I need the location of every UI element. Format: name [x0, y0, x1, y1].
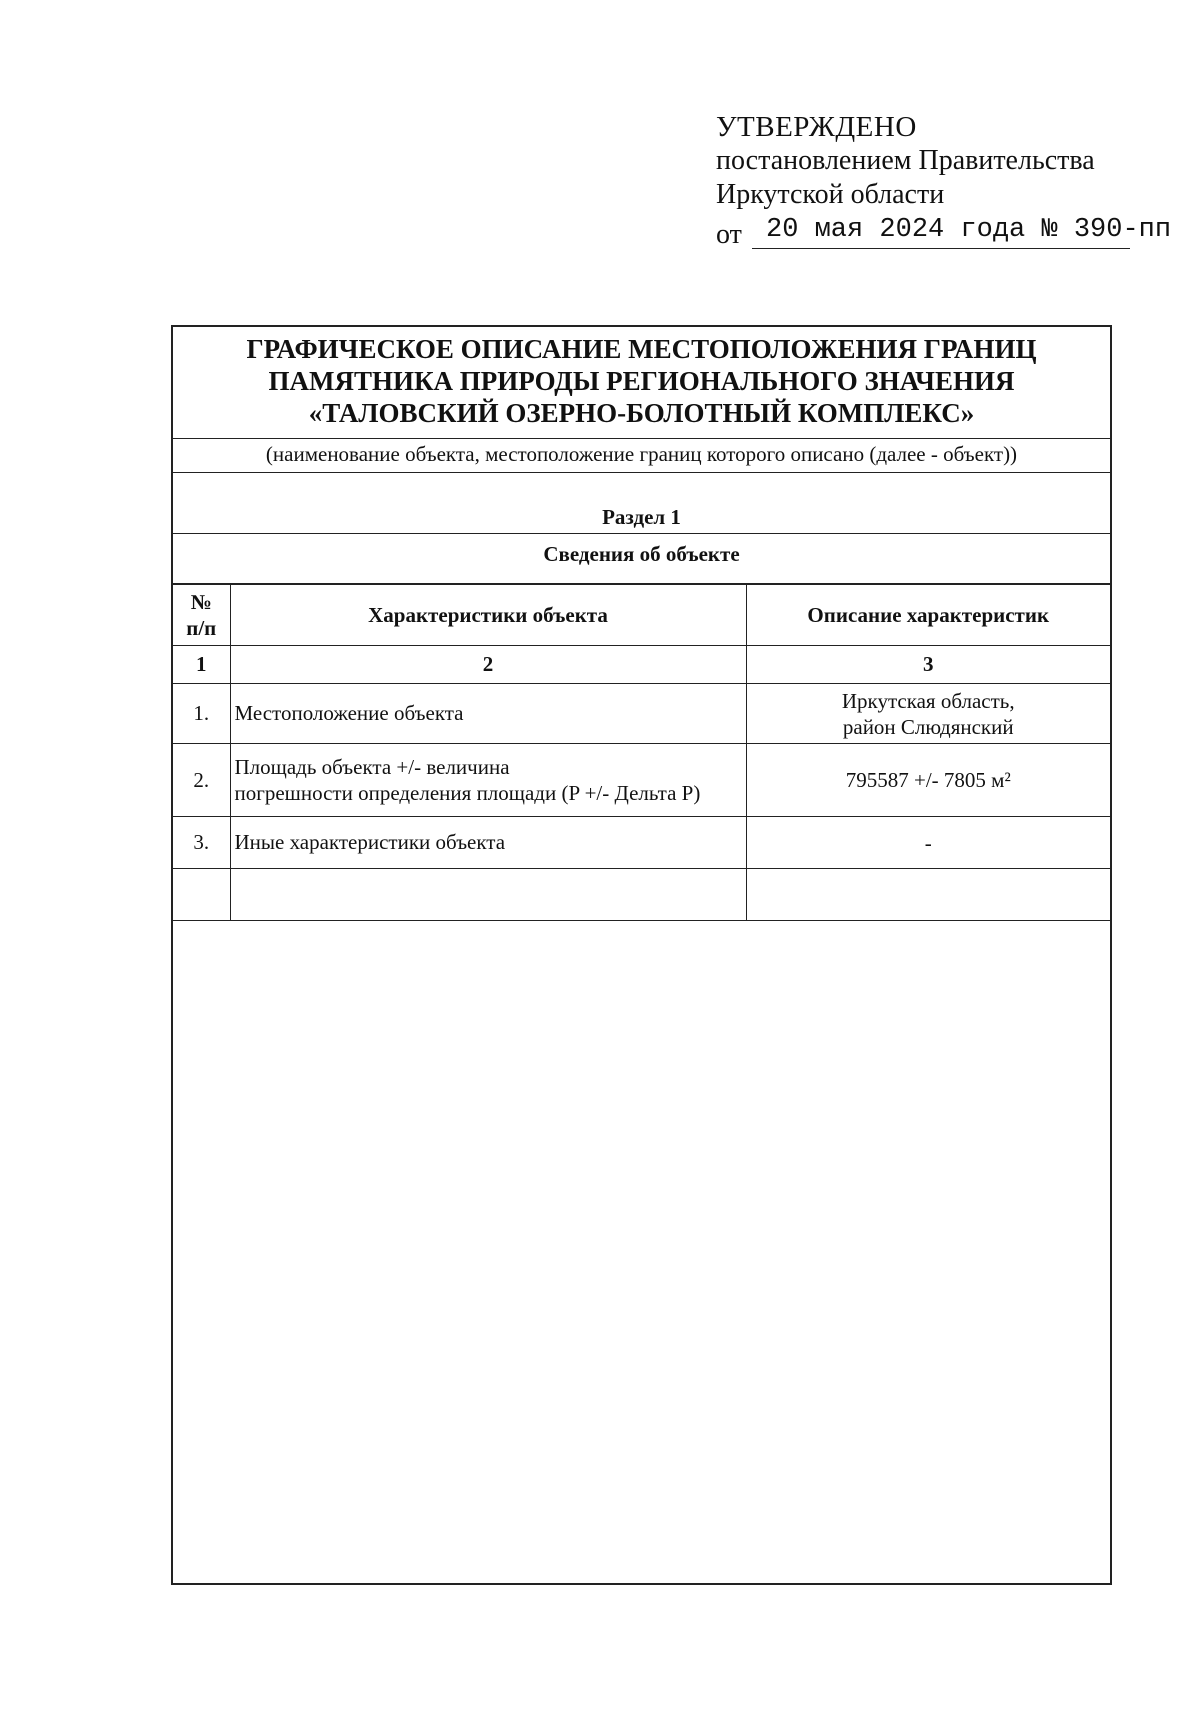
empty-cell	[230, 869, 746, 921]
table-row	[173, 817, 1110, 869]
empty-cell	[746, 869, 1110, 921]
row-num: 2.	[173, 744, 230, 817]
info-title: Сведения об объекте	[173, 534, 1110, 584]
table-header-row	[173, 585, 1110, 646]
approval-date-line	[716, 212, 1172, 250]
row-characteristic: Иные характеристики объекта	[230, 817, 746, 869]
index-cell: 2	[230, 646, 746, 684]
approval-line-2: Иркутской области	[716, 179, 945, 210]
row-num: 1.	[173, 684, 230, 744]
table-index-row	[173, 646, 1110, 684]
row-description: Иркутская область, район Слюдянский	[746, 684, 1110, 744]
approval-stamp	[716, 110, 1172, 250]
approval-date-value: 20 мая 2024 года № 390-пп	[752, 212, 1130, 249]
empty-cell	[173, 869, 230, 921]
table-row	[173, 684, 1110, 744]
section-label: Раздел 1	[173, 472, 1110, 534]
title-line-2: ПАМЯТНИКА ПРИРОДЫ РЕГИОНАЛЬНОГО ЗНАЧЕНИЯ	[268, 366, 1015, 396]
row-num: 3.	[173, 817, 230, 869]
approval-title: УТВЕРЖДЕНО	[716, 111, 917, 143]
row-description: 795587 +/- 7805 м²	[746, 744, 1110, 817]
title-line-1: ГРАФИЧЕСКОЕ ОПИСАНИЕ МЕСТОПОЛОЖЕНИЯ ГРАНИЦ	[246, 334, 1037, 364]
row-characteristic: Площадь объекта +/- величина погрешности определения площади (P +/- Дельта P)	[230, 744, 746, 817]
title-line-3: «ТАЛОВСКИЙ ОЗЕРНО-БОЛОТНЫЙ КОМПЛЕКС»	[308, 398, 975, 428]
table-row	[173, 744, 1110, 817]
index-cell: 3	[746, 646, 1110, 684]
document-title	[173, 327, 1110, 439]
approval-date-prefix: от	[716, 219, 742, 250]
row-description: -	[746, 817, 1110, 869]
approval-line-1: постановлением Правительства	[716, 145, 1095, 176]
header-description: Описание характеристик	[746, 585, 1110, 646]
index-cell: 1	[173, 646, 230, 684]
header-num: № п/п	[173, 585, 230, 646]
row-characteristic: Местоположение объекта	[230, 684, 746, 744]
characteristics-table	[173, 584, 1110, 921]
title-subnote: (наименование объекта, местоположение границ которого описано (далее - объект))	[173, 439, 1110, 473]
table-row-empty	[173, 869, 1110, 921]
document-frame	[171, 325, 1112, 1585]
header-characteristics: Характеристики объекта	[230, 585, 746, 646]
